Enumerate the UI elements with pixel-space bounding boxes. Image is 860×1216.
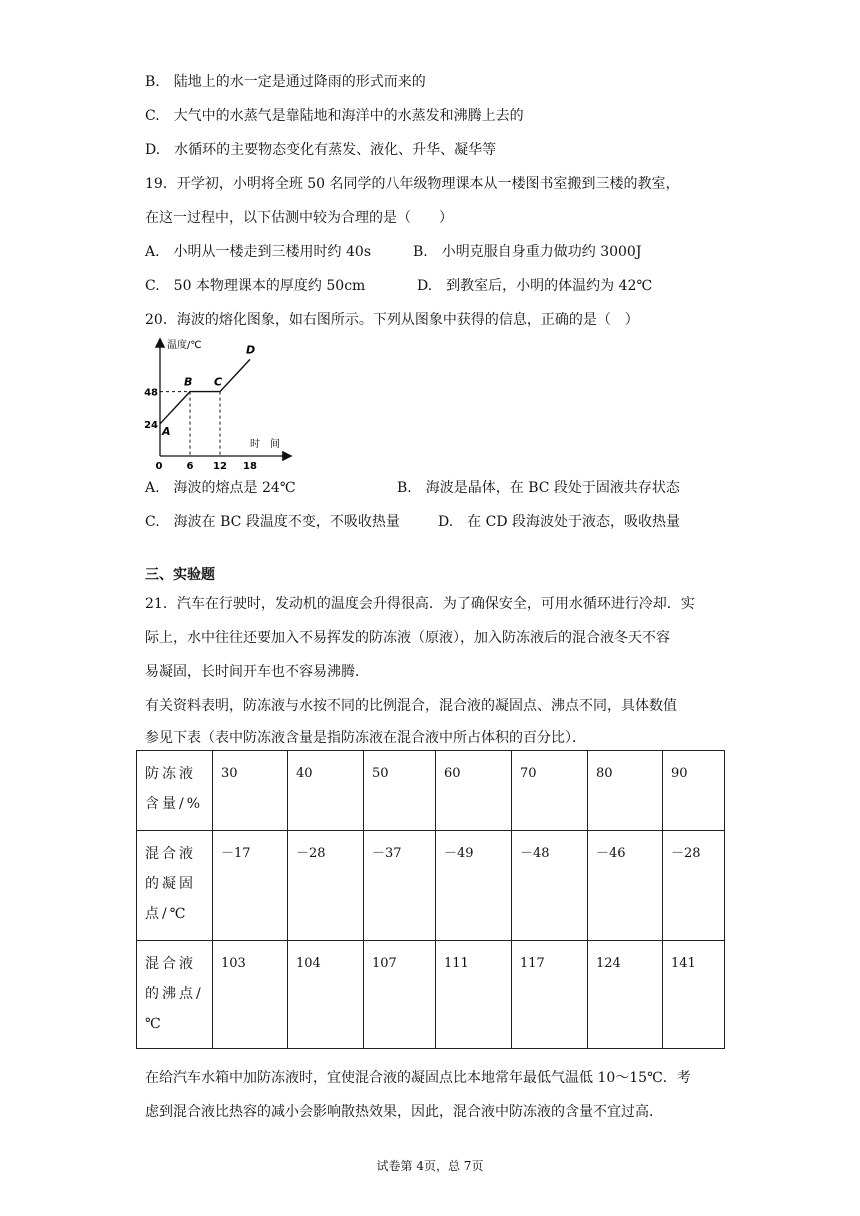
q19-option-c: C. 50 本物理课本的厚度约 50cm — [145, 278, 366, 294]
table-cell: 117 — [512, 941, 588, 1049]
q20-option-b: B. 海波是晶体，在 BC 段处于固液共存状态 — [397, 480, 680, 496]
row-header-freezing: 混合液的凝固点/℃ — [137, 831, 213, 941]
q21-line4: 有关资料表明，防冻液与水按不同的比例混合，混合液的凝固点、沸点不同，具体数值 — [145, 698, 677, 714]
q21-line5: 参见下表（表中防冻液含量是指防冻液在混合液中所占体积的百分比）． — [145, 730, 586, 746]
y-tick-24: 24 — [144, 419, 158, 431]
table-row-freezing — [137, 831, 725, 941]
q20-stem: 20．海波的熔化图象，如右图所示。下列从图象中获得的信息，正确的是（ ） — [145, 312, 639, 328]
q20-option-a: A. 海波的熔点是 24℃ — [145, 480, 296, 496]
melting-chart — [140, 334, 310, 474]
table-cell: 141 — [663, 941, 725, 1049]
antifreeze-table — [136, 750, 725, 1049]
table-cell: 104 — [288, 941, 364, 1049]
q19-option-d: D. 到教室后，小明的体温约为 42℃ — [417, 278, 653, 294]
table-cell: 50 — [364, 751, 436, 831]
q20-options-row2 — [145, 512, 680, 532]
q19-option-b: B. 小明克服自身重力做功约 3000J — [413, 244, 642, 260]
q21-line1: 21．汽车在行驶时，发动机的温度会升得很高．为了确保安全，可用水循环进行冷却．实 — [145, 596, 695, 612]
q19-stem-line1: 19．开学初，小明将全班 50 名同学的八年级物理课本从一楼图书室搬到三楼的教室， — [145, 176, 680, 192]
point-label-c: C — [214, 375, 223, 389]
table-cell: 70 — [512, 751, 588, 831]
table-cell: －28 — [663, 831, 725, 941]
x-tick-1: 6 — [186, 461, 194, 472]
x-tick-3: 18 — [243, 461, 257, 472]
page-footer: 试卷第 4页，总 7页 — [376, 1159, 484, 1173]
table-cell: －37 — [364, 831, 436, 941]
section-title: 三、实验题 — [145, 567, 215, 583]
q19-options-row1 — [145, 242, 641, 262]
table-row-boiling — [137, 941, 725, 1049]
q19-option-a: A. 小明从一楼走到三楼用时约 40s — [145, 244, 372, 260]
q20-options-row1 — [145, 478, 680, 498]
x-tick-2: 12 — [213, 461, 227, 472]
table-cell: －46 — [588, 831, 663, 941]
row-header-content: 防冻液含量/% — [137, 751, 213, 831]
point-label-d: D — [246, 343, 256, 357]
q20-option-d: D. 在 CD 段海波处于液态，吸收热量 — [438, 514, 681, 530]
point-label-b: B — [184, 375, 193, 389]
table-cell: 107 — [364, 941, 436, 1049]
q21-line2: 际上，水中往往还要加入不易挥发的防冻液（原液），加入防冻液后的混合液冬天不容 — [145, 630, 670, 646]
q19-stem-line2: 在这一过程中，以下估测中较为合理的是（ ） — [145, 210, 453, 226]
q18-option-b: B. 陆地上的水一定是通过降雨的形式而来的 — [145, 74, 426, 90]
q19-options-row2 — [145, 276, 652, 296]
y-tick-48: 48 — [144, 387, 158, 399]
x-axis-label: 时 间 — [250, 439, 280, 450]
q18-option-c: C. 大气中的水蒸气是靠陆地和海洋中的水蒸发和沸腾上去的 — [145, 108, 524, 124]
point-label-a: A — [162, 424, 171, 438]
table-cell: －48 — [512, 831, 588, 941]
q21-line3: 易凝固，长时间开车也不容易沸腾． — [145, 664, 369, 680]
table-cell: 60 — [436, 751, 512, 831]
y-axis-label: 温度/℃ — [167, 340, 202, 351]
q18-option-d: D. 水循环的主要物态变化有蒸发、液化、升华、凝华等 — [145, 142, 497, 158]
table-cell: －17 — [213, 831, 288, 941]
table-cell: －28 — [288, 831, 364, 941]
table-cell: 80 — [588, 751, 663, 831]
table-cell: 124 — [588, 941, 663, 1049]
table-cell: 30 — [213, 751, 288, 831]
after-table-line2: 虑到混合液比热容的减小会影响散热效果，因此，混合液中防冻液的含量不宜过高． — [145, 1104, 663, 1120]
row-header-boiling: 混合液的沸点/℃ — [137, 941, 213, 1049]
table-cell: 111 — [436, 941, 512, 1049]
table-cell: 90 — [663, 751, 725, 831]
after-table-line1: 在给汽车水箱中加防冻液时，宜使混合液的凝固点比本地常年最低气温低 10～15℃．考 — [145, 1070, 691, 1086]
table-cell: 103 — [213, 941, 288, 1049]
table-cell: －49 — [436, 831, 512, 941]
q20-option-c: C. 海波在 BC 段温度不变，不吸收热量 — [145, 514, 400, 530]
table-cell: 40 — [288, 751, 364, 831]
table-row-content — [137, 751, 725, 831]
x-tick-0: 0 — [155, 461, 163, 472]
